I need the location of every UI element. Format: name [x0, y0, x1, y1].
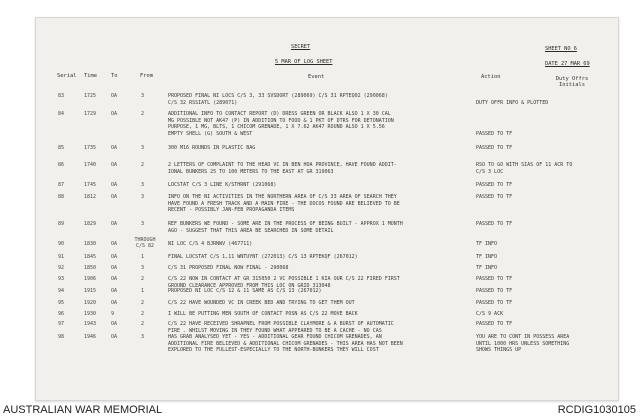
entry-time: 1812 — [84, 194, 97, 200]
entry-action-line: DUTY OFFR INFO & PLOTTED — [476, 99, 549, 106]
log-date: DATE 27 MAR 69 — [545, 61, 590, 67]
entry-serial: 94 — [58, 288, 65, 294]
entry-from: 3 — [141, 334, 145, 340]
entry-event-line: ADDITIONAL INFO TO CONTACT REPORT (D) DRESS GREEN OR BLACK ALSO 1 X 30 CAL — [168, 111, 391, 117]
entry-action-line: PASSED TO TF — [476, 300, 513, 306]
entry-from: 2 — [141, 300, 145, 306]
archive-credit: AUSTRALIAN WAR MEMORIAL — [3, 404, 163, 416]
entry-time: 1729 — [84, 111, 97, 117]
entry-event-line: 2 LETTERS OF COMPLAINT TO THE HEAD VC IN BEN HOA PROVINCE, HAVE FOUND ADDIT- — [168, 162, 397, 168]
col-header-action: Action — [481, 74, 501, 80]
entry-time: 1829 — [84, 221, 97, 227]
entry-event-line: C/S 22 HAVE WOUNDED VC IN CREEK BED AND TRYING TO GET THEM OUT — [168, 300, 355, 306]
entry-serial: 93 — [58, 276, 65, 282]
entry-time: 1906 — [84, 276, 97, 282]
entry-from: 3 — [141, 93, 145, 99]
entry-to: OA — [111, 254, 118, 260]
entry-action-line: C/S 3 LOC — [476, 168, 504, 175]
entry-serial: 97 — [58, 321, 65, 327]
entry-time: 1850 — [84, 265, 97, 271]
entry-serial: 86 — [58, 162, 65, 168]
entry-from: THROUGH C/S 82 — [134, 237, 156, 249]
col-header-time: Time — [84, 73, 97, 79]
entry-action-line: PASSED TO TF — [476, 288, 513, 294]
entry-event-line: MG POSSIBLE NOT AK47 (P) IN ADDITION TO FOOD & 1 PKT OF DTRS FOR DETONATION — [168, 117, 394, 124]
entry-event-line: FINAL LOCSTAT C/S 1,11 WNTUYNT (272013) C/S 13 RPTEKQF (267012) — [168, 254, 358, 260]
entry-from: 2 — [141, 321, 145, 327]
entry-event-line: PROPOSED FINAL NI LOCS C/S 3, 33 SVSDORT (289069) C/S 31 RPTEQ02 (290068) — [168, 93, 388, 99]
entry-event-line: HAVE FOUND A FRESH TRACK AND A MAIN FIRE - THE DOCOS FOUND ARE BELIEVED TO BE — [168, 200, 400, 207]
entry-time: 1725 — [84, 93, 97, 99]
entry-from: 1 — [141, 288, 145, 294]
entry-to: OA — [111, 276, 118, 282]
log-title: 5 MAR OF LOG SHEET — [275, 59, 333, 65]
entry-time: 1915 — [84, 288, 97, 294]
entry-to: OA — [111, 221, 118, 227]
entry-event-line: C/S 32 RSSIATL (289071) — [168, 99, 238, 106]
entry-event-line: REF BUNKERS WE FOUND - SOME ARE IN THE PROCESS OF BEING BUILT - APPROX 1 MONTH — [168, 221, 403, 227]
entry-to: OA — [111, 241, 118, 247]
entry-serial: 83 — [58, 93, 65, 99]
entry-event-line: IONAL BUNKERS 25 TO 100 METERS TO THE EAST AT GR 319063 — [168, 168, 334, 175]
entry-event-line: ADDITIONAL FIRE BELIEVED & ADDITIONAL CHICOM GRENADES - THIS AREA HAS NOT BEEN — [168, 340, 403, 347]
entry-to: OA — [111, 162, 118, 168]
entry-time: 1745 — [84, 182, 97, 188]
entry-from: 3 — [141, 182, 145, 188]
entry-event-line: EXPLORED TO THE FULLEST-ESPECIALLY TO THE NORTH-BUNKERS THEY WILL COST — [168, 347, 379, 353]
entry-event-line: RECENT - POSSIBLY JAN-FEB PROPAGANDA ITEMS — [168, 207, 295, 213]
entry-action-line: PASSED TO TF — [476, 194, 513, 200]
entry-to: OA — [111, 93, 118, 99]
entry-action-line: SHOWS THINGS UP — [476, 347, 522, 353]
entry-event-line: C/S 22 NOW IN CONTACT AT GR 315050 2 VC POSSIBLE 1 KIA OUR C/S 22 FIRED FIRST — [168, 276, 400, 282]
log-sheet-paper — [35, 17, 619, 401]
entry-event-line: LOCSTAT C/S 3 LINE K/STHRNT (291068) — [168, 182, 277, 188]
entry-time: 1946 — [84, 334, 97, 340]
entry-action-line: RSO TO GO WITH SIAS OF 11 ACR TO — [476, 162, 573, 168]
entry-to: OA — [111, 145, 118, 151]
entry-to: OA — [111, 288, 118, 294]
sheet-number: SHEET NO 6 — [545, 46, 577, 52]
entry-from: 2 — [141, 111, 145, 117]
entry-from: 3 — [141, 221, 145, 227]
entry-event-line: NI LOC C/S 4 BJRNWV (467711) — [168, 241, 253, 247]
entry-serial: 89 — [58, 221, 65, 227]
entry-time: 1735 — [84, 145, 97, 151]
entry-action-line: TF INFO — [476, 254, 498, 260]
entry-to: 9 — [111, 311, 115, 317]
entry-from: 1 — [141, 254, 145, 260]
entry-serial: 88 — [58, 194, 65, 200]
entry-action-line: PASSED TO TF — [476, 130, 513, 137]
entry-time: 1920 — [84, 300, 97, 306]
entry-action-line: TF INFO — [476, 241, 498, 247]
entry-event-line: PURPOSE, 1 MG, BLTS, 1 CHICOM GRENADE, 1 X 7.62 AK47 ROUND ALSO 1 X 5.56 — [168, 124, 385, 130]
entry-action-line: PASSED TO TF — [476, 221, 513, 227]
entry-action-line: YOU ARE TO CONT IN POSSESS AREA — [476, 334, 570, 340]
entry-serial: 87 — [58, 182, 65, 188]
entry-serial: 92 — [58, 265, 65, 271]
entry-from: 3 — [141, 265, 145, 271]
col-header-serial: Serial — [57, 73, 77, 79]
col-header-from: From — [140, 73, 153, 79]
entry-action-line: PASSED TO TF — [476, 182, 513, 188]
entry-serial: 84 — [58, 111, 65, 117]
entry-to: OA — [111, 182, 118, 188]
entry-action-line: PASSED TO TF — [476, 276, 513, 282]
entry-from: 2 — [141, 276, 145, 282]
entry-from: 3 — [141, 145, 145, 151]
col-header-event: Event — [308, 74, 325, 80]
entry-action-line: PASSED TO TF — [476, 321, 513, 327]
entry-action-line: PASSED TO TF — [476, 145, 513, 151]
entry-serial: 95 — [58, 300, 65, 306]
entry-serial: 90 — [58, 241, 65, 247]
entry-to: OA — [111, 321, 118, 327]
col-header-duty-initials: Duty Offrs Initials — [555, 76, 589, 88]
classification-heading: SECRET — [291, 44, 311, 50]
entry-to: OA — [111, 194, 118, 200]
entry-time: 1845 — [84, 254, 97, 260]
entry-from: 2 — [141, 162, 145, 168]
entry-event-line: C/S 31 PROPOSED FINAL NOW FINAL - 290068 — [168, 265, 289, 271]
archive-reference: RCDIG1030105 — [557, 404, 636, 416]
entry-event-line: C/S 22 HAVE RECEIVED SHRAPNEL FROM POSSIBLE CLAYMORE & A BURST OF AUTOMATIC — [168, 321, 394, 327]
entry-event-line: PROPOSED NI LOC C/S 12 & 11 SAME AS C/S 13 (267012) — [168, 288, 322, 294]
entry-event-line: EMPTY SHELL (G) SOUTH & WEST — [168, 130, 253, 137]
entry-from: 3 — [141, 194, 145, 200]
entry-to: OA — [111, 300, 118, 306]
entry-serial: 85 — [58, 145, 65, 151]
entry-event-line: 300 M16 ROUNDS IN PLASTIC BAG — [168, 145, 256, 151]
entry-action-line: C/S 9 ACK — [476, 311, 504, 317]
entry-event-line: AGO - SUGGEST THAT THIS AREA BE SEARCHED IN SOME DETAIL — [168, 227, 334, 234]
entry-to: OA — [111, 111, 118, 117]
entry-time: 1830 — [84, 241, 97, 247]
entry-time: 1740 — [84, 162, 97, 168]
entry-event-line: INFO ON THE NI ACTIVITIES IN THE NORTHERN AREA OF C/S 33 AREA OF SEARCH THEY — [168, 194, 397, 200]
entry-action-line: UNTIL 1000 HRS UNLESS SOMETHING — [476, 340, 570, 347]
entry-to: OA — [111, 265, 118, 271]
entry-serial: 98 — [58, 334, 65, 340]
entry-to: OA — [111, 334, 118, 340]
entry-time: 1943 — [84, 321, 97, 327]
entry-action-line: TF INFO — [476, 265, 498, 271]
col-header-to: To — [111, 73, 118, 79]
entry-event-line: HAS GRAB ANALYSED YET - YES - ADDITIONAL GEAR FOUND CHICOM GRENADES, AN — [168, 334, 382, 340]
entry-event-line: GROUND CLEARANCE APPROVED FROM THIS LOC ON GRID 313048 — [168, 282, 331, 289]
entry-event-line: FIRE . WHILST MOVING IN THEY FOUND WHAT APPEARED TO BE A CACHE - NO CAS — [168, 327, 382, 334]
entry-time: 1930 — [84, 311, 97, 317]
entry-serial: 96 — [58, 311, 65, 317]
entry-from: 2 — [141, 311, 145, 317]
entry-serial: 91 — [58, 254, 65, 260]
entry-event-line: I WILL BE PUTTING MEN SOUTH OF CONTACT POSN AS C/S 22 MOVE BACK — [168, 311, 358, 317]
